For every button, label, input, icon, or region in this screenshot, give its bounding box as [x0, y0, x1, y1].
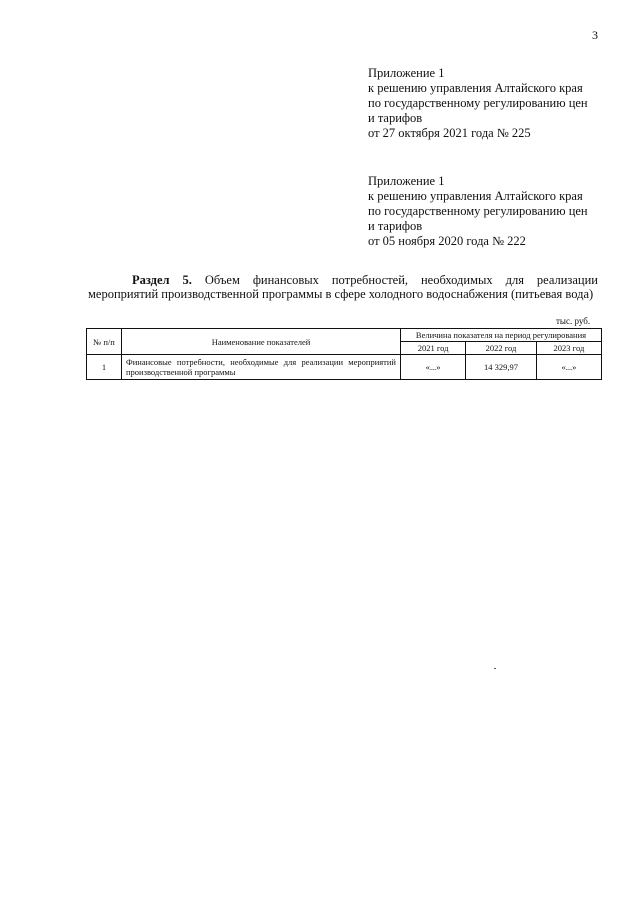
row-value: «...»	[401, 355, 466, 380]
appendix-line: от 27 октября 2021 года № 225	[368, 126, 531, 140]
appendix-line: по государственному регулированию цен	[368, 204, 588, 218]
appendix-line: Приложение 1	[368, 174, 445, 188]
page-number: 3	[592, 28, 598, 42]
header-number: № п/п	[87, 329, 122, 355]
row-number: 1	[87, 355, 122, 380]
header-year: 2022 год	[466, 342, 537, 355]
header-year: 2023 год	[536, 342, 601, 355]
header-name: Наименование показателей	[122, 329, 401, 355]
appendix-line: к решению управления Алтайского края	[368, 81, 583, 95]
appendix-line: по государственному регулированию цен	[368, 96, 588, 110]
appendix-line: и тарифов	[368, 111, 423, 125]
table-header-row	[87, 329, 602, 342]
financial-table	[86, 328, 602, 380]
appendix-line: Приложение 1	[368, 66, 445, 80]
row-value: «...»	[536, 355, 601, 380]
appendix-previous	[368, 174, 628, 249]
header-period: Величина показателя на период регулирования	[401, 329, 602, 342]
unit-label: тыс. руб.	[556, 316, 591, 326]
appendix-line: к решению управления Алтайского края	[368, 189, 583, 203]
section-text: Объем финансовых потребностей, необходимых для реализации мероприятий производственной программы в сфере холодного водоснабжения (питьевая вода)	[88, 273, 598, 301]
row-name: Финансовые потребности, необходимые для реализации мероприятий производственной программы	[122, 355, 401, 380]
table-row	[87, 355, 602, 380]
scan-speck	[494, 668, 496, 669]
section-label: Раздел 5.	[132, 273, 192, 287]
row-value: 14 329,97	[466, 355, 537, 380]
appendix-line: и тарифов	[368, 219, 423, 233]
appendix-current	[368, 66, 628, 141]
header-year: 2021 год	[401, 342, 466, 355]
section-heading	[88, 273, 598, 301]
appendix-line: от 05 ноября 2020 года № 222	[368, 234, 526, 248]
